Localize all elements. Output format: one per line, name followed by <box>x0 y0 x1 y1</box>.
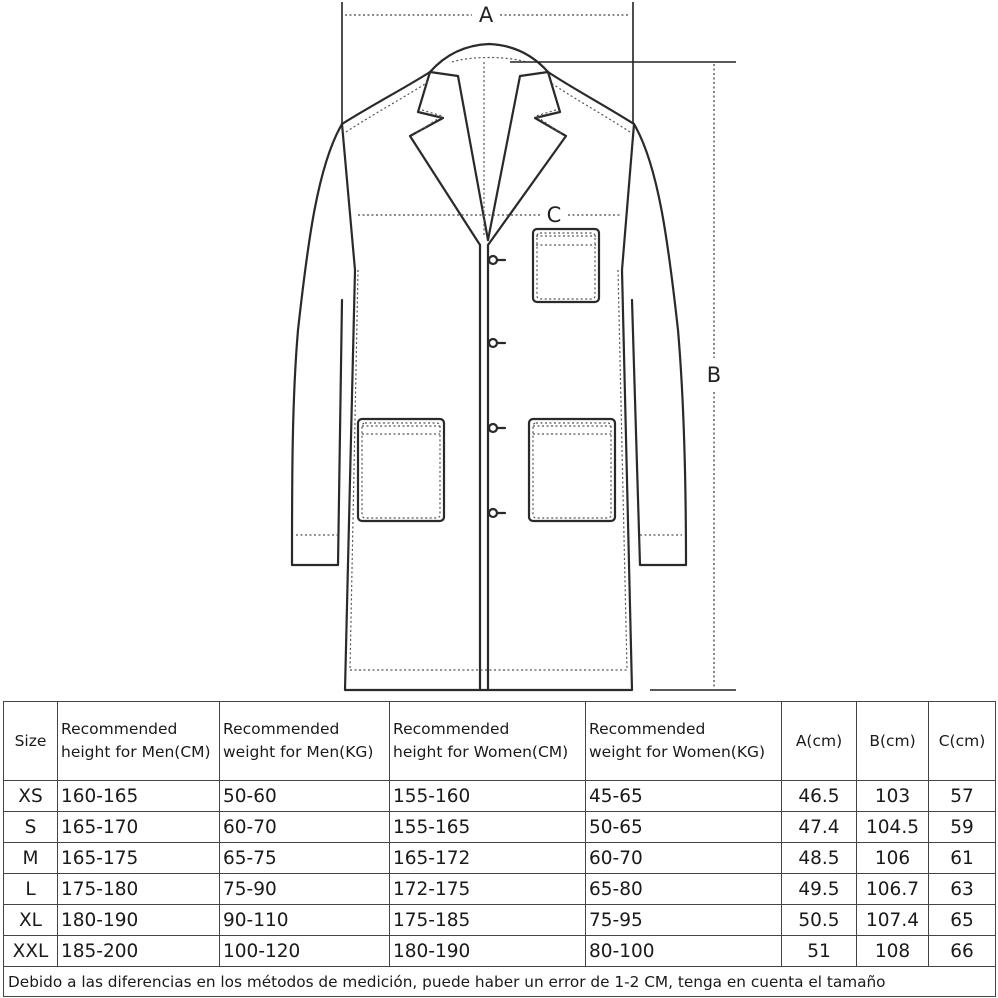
size-cell: S <box>4 812 58 843</box>
button-3 <box>489 424 497 432</box>
table-cell: 107.4 <box>857 905 929 936</box>
coat-sleeve-left <box>292 124 342 565</box>
header-text: weight for Men(KG) <box>223 743 374 761</box>
header-text: Recommended <box>61 720 178 738</box>
button-1 <box>489 256 497 264</box>
table-cell: 47.4 <box>782 812 857 843</box>
header-text: Recommended <box>223 720 340 738</box>
header-text: C(cm) <box>938 731 986 750</box>
header-cell <box>220 702 390 781</box>
table-cell: 45-65 <box>586 781 782 812</box>
table-cell: 100-120 <box>220 936 390 967</box>
header-cell <box>586 702 782 781</box>
size-table <box>3 701 996 997</box>
header-cell <box>390 702 586 781</box>
header-cell <box>4 702 58 781</box>
coat-lapel-left <box>410 72 480 245</box>
size-chart <box>3 701 995 997</box>
header-text: Recommended <box>393 720 510 738</box>
button-4 <box>489 509 497 517</box>
table-cell: 60-70 <box>220 812 390 843</box>
table-cell: 75-95 <box>586 905 782 936</box>
size-cell: L <box>4 874 58 905</box>
header-text: Size <box>14 731 47 750</box>
measure-c-label: C <box>546 203 562 227</box>
table-cell: 59 <box>929 812 996 843</box>
table-cell: 46.5 <box>782 781 857 812</box>
table-cell: 50-65 <box>586 812 782 843</box>
table-cell: 160-165 <box>58 781 220 812</box>
table-cell: 90-110 <box>220 905 390 936</box>
table-cell: 65 <box>929 905 996 936</box>
table-cell: 165-172 <box>390 843 586 874</box>
header-cell <box>782 702 857 781</box>
coat-shoulder-right <box>548 72 634 124</box>
coat-shoulder-left <box>342 72 430 124</box>
table-cell: 60-70 <box>586 843 782 874</box>
table-cell: 155-160 <box>390 781 586 812</box>
chest-pocket <box>533 229 599 302</box>
measure-a-label: A <box>478 3 494 27</box>
table-note-row <box>4 967 996 997</box>
table-header-row <box>4 702 996 781</box>
table-cell: 175-180 <box>58 874 220 905</box>
table-cell: 104.5 <box>857 812 929 843</box>
table-cell: 65-75 <box>220 843 390 874</box>
table-cell: 172-175 <box>390 874 586 905</box>
table-cell: 48.5 <box>782 843 857 874</box>
table-row <box>4 812 996 843</box>
header-text: Recommended <box>589 720 706 738</box>
table-cell: 63 <box>929 874 996 905</box>
header-cell <box>857 702 929 781</box>
table-cell: 50.5 <box>782 905 857 936</box>
coat-sleeve-right <box>632 124 686 565</box>
header-cell <box>929 702 996 781</box>
size-cell: XXL <box>4 936 58 967</box>
table-row <box>4 936 996 967</box>
table-row <box>4 905 996 936</box>
size-cell: XS <box>4 781 58 812</box>
header-text: height for Women(CM) <box>393 743 569 761</box>
table-cell: 57 <box>929 781 996 812</box>
header-text: B(cm) <box>869 731 916 750</box>
table-cell: 80-100 <box>586 936 782 967</box>
measurement-note: Debido a las diferencias en los métodos de medición, puede haber un error de 1-2 CM, tenga en cuenta el tamaño <box>4 967 996 997</box>
table-cell: 165-175 <box>58 843 220 874</box>
table-row <box>4 781 996 812</box>
table-cell: 180-190 <box>390 936 586 967</box>
table-cell: 155-165 <box>390 812 586 843</box>
table-cell: 180-190 <box>58 905 220 936</box>
table-cell: 50-60 <box>220 781 390 812</box>
table-cell: 175-185 <box>390 905 586 936</box>
table-cell: 65-80 <box>586 874 782 905</box>
header-cell <box>58 702 220 781</box>
table-cell: 49.5 <box>782 874 857 905</box>
size-cell: XL <box>4 905 58 936</box>
table-cell: 108 <box>857 936 929 967</box>
measure-b-label: B <box>706 363 722 387</box>
table-cell: 51 <box>782 936 857 967</box>
table-cell: 61 <box>929 843 996 874</box>
button-2 <box>489 339 497 347</box>
header-text: weight for Women(KG) <box>589 743 766 761</box>
table-cell: 66 <box>929 936 996 967</box>
table-cell: 106 <box>857 843 929 874</box>
table-cell: 165-170 <box>58 812 220 843</box>
size-cell: M <box>4 843 58 874</box>
table-cell: 106.7 <box>857 874 929 905</box>
table-cell: 103 <box>857 781 929 812</box>
table-row <box>4 874 996 905</box>
table-row <box>4 843 996 874</box>
header-text: height for Men(CM) <box>61 743 211 761</box>
table-cell: 75-90 <box>220 874 390 905</box>
table-cell: 185-200 <box>58 936 220 967</box>
header-text: A(cm) <box>795 731 843 750</box>
